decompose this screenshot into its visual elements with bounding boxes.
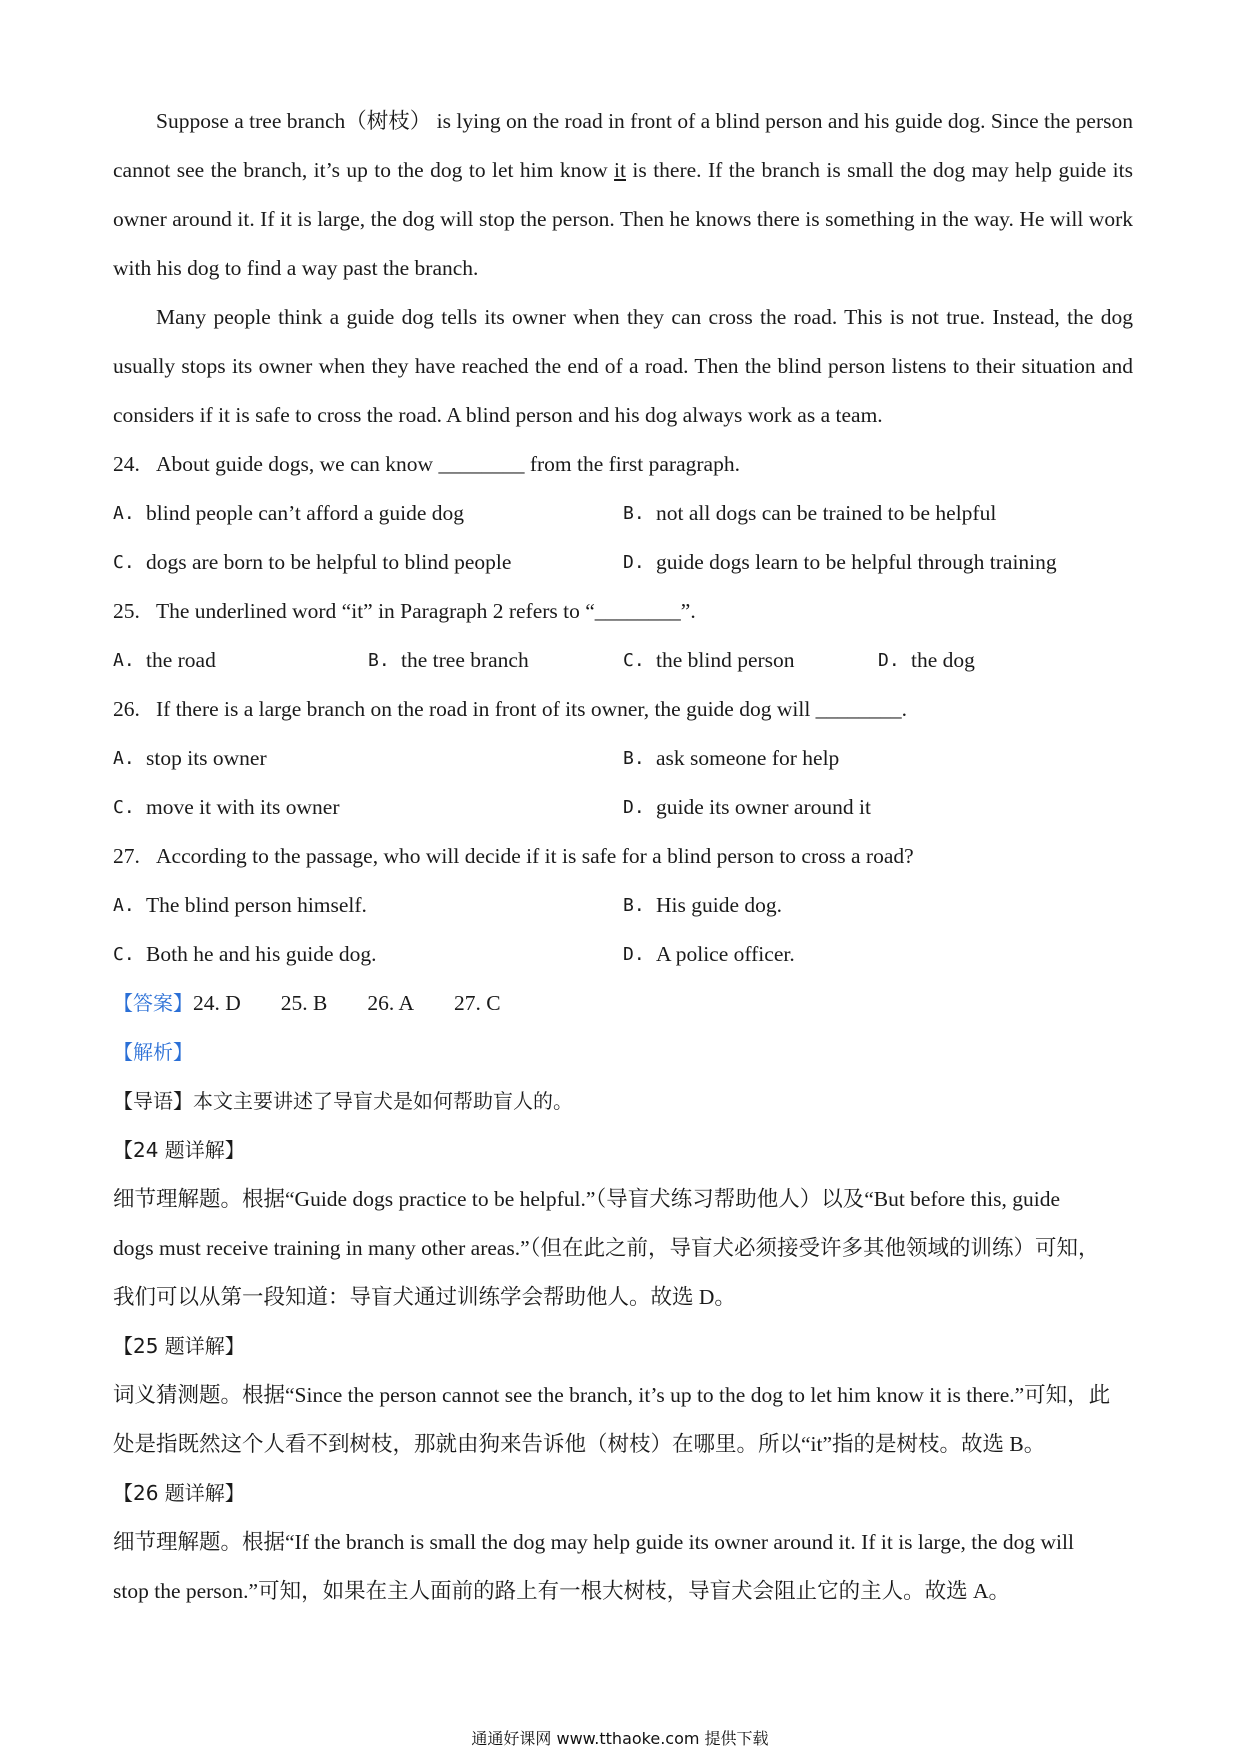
analysis-26-line-2: stop the person.”可知，如果在主人面前的路上有一根大树枝，导盲犬会阻止它的主人。故选 A。 [113, 1579, 1010, 1603]
question-24-options-row-2 [113, 538, 1133, 587]
analysis-26-heading: 【26 题详解】 [113, 1481, 245, 1505]
question-26-options-row-2 [113, 783, 1133, 832]
question-27-options-row-1 [113, 881, 1133, 930]
option-26-b: B. ask someone for help [623, 746, 840, 770]
option-26-a: A. stop its owner [113, 746, 267, 770]
answer-line: 【答案】24. D 25. B 26. A 27. C [113, 991, 501, 1015]
option-27-d: D. A police officer. [623, 942, 795, 966]
analysis-24-line-3: 我们可以从第一段知道：导盲犬通过训练学会帮助他人。故选 D。 [113, 1285, 736, 1309]
analysis-24-heading: 【24 题详解】 [113, 1138, 245, 1162]
option-25-d: D. the dog [878, 648, 975, 672]
option-24-a: A. blind people can’t afford a guide dog [113, 501, 465, 525]
question-24-options-row-1 [113, 489, 1133, 538]
question-25: 25. The underlined word “it” in Paragraph 2 refers to “________”. [113, 599, 696, 623]
option-24-d: D. guide dogs learn to be helpful through training [623, 550, 1057, 574]
option-25-a: A. the road [113, 648, 216, 672]
option-25-b: B. the tree branch [368, 648, 529, 672]
option-27-b: B. His guide dog. [623, 893, 783, 917]
question-26: 26. If there is a large branch on the road in front of its owner, the guide dog will ________. [113, 697, 908, 721]
option-26-c: C. move it with its owner [113, 795, 340, 819]
question-27-options-row-2 [113, 930, 1133, 979]
analysis-25-line-2: 处是指既然这个人看不到树枝，那就由狗来告诉他（树枝）在哪里。所以“it”指的是树枝。故选 B。 [113, 1432, 1046, 1456]
answer-label: 【答案】 [113, 991, 193, 1015]
analysis-label: 【解析】 [113, 1040, 193, 1064]
option-27-c: C. Both he and his guide dog. [113, 942, 377, 966]
option-27-a: A. The blind person himself. [113, 893, 367, 917]
passage-paragraph-2: Many people think a guide dog tells its owner when they can cross the road. This is not true. Instead, the dog usually stops its owner when they have reached the end of a road. Then the blind person listens to their situation and considers if it is safe to cross the road. A blind person and his dog always work as a team. [113, 305, 1133, 427]
option-24-c: C. dogs are born to be helpful to blind people [113, 550, 512, 574]
question-25-options-row [113, 636, 1133, 685]
analysis-24-line-1: 细节理解题。根据“Guide dogs practice to be helpful.”（导盲犬练习帮助他人）以及“But before this, guide [113, 1187, 1061, 1211]
question-24: 24. About guide dogs, we can know ________ from the first paragraph. [113, 452, 740, 476]
option-24-b: B. not all dogs can be trained to be helpful [623, 501, 997, 525]
passage-paragraph-1: Suppose a tree branch（树枝） is lying on the road in front of a blind person and his guide dog. Since the person cannot see the branch, it’s up to the dog to let him know it is there. If the branch is small the dog may help guide its owner around it. If it is large, the dog will stop the person. Then he knows there is something in the way. He will work with his dog to find a way past the branch. [113, 109, 1133, 280]
option-26-d: D. guide its owner around it [623, 795, 871, 819]
page-footer: 通通好课网 www.tthaoke.com 提供下载 [471, 1729, 769, 1748]
analysis-24-line-2: dogs must receive training in many other areas.”（但在此之前，导盲犬必须接受许多其他领域的训练）可知， [113, 1236, 1100, 1260]
underlined-word: it [614, 158, 626, 182]
page-content [113, 97, 1133, 1616]
question-27: 27. According to the passage, who will decide if it is safe for a blind person to cross a road? [113, 844, 914, 868]
analysis-25-line-1: 词义猜测题。根据“Since the person cannot see the branch, it’s up to the dog to let him know it is there.”可知，此 [113, 1383, 1111, 1407]
analysis-25-heading: 【25 题详解】 [113, 1334, 245, 1358]
analysis-26-line-1: 细节理解题。根据“If the branch is small the dog may help guide its owner around it. If it is large, the dog will [113, 1530, 1074, 1554]
question-26-options-row-1 [113, 734, 1133, 783]
option-25-c: C. the blind person [623, 648, 795, 672]
analysis-intro: 【导语】本文主要讲述了导盲犬是如何帮助盲人的。 [113, 1089, 573, 1113]
